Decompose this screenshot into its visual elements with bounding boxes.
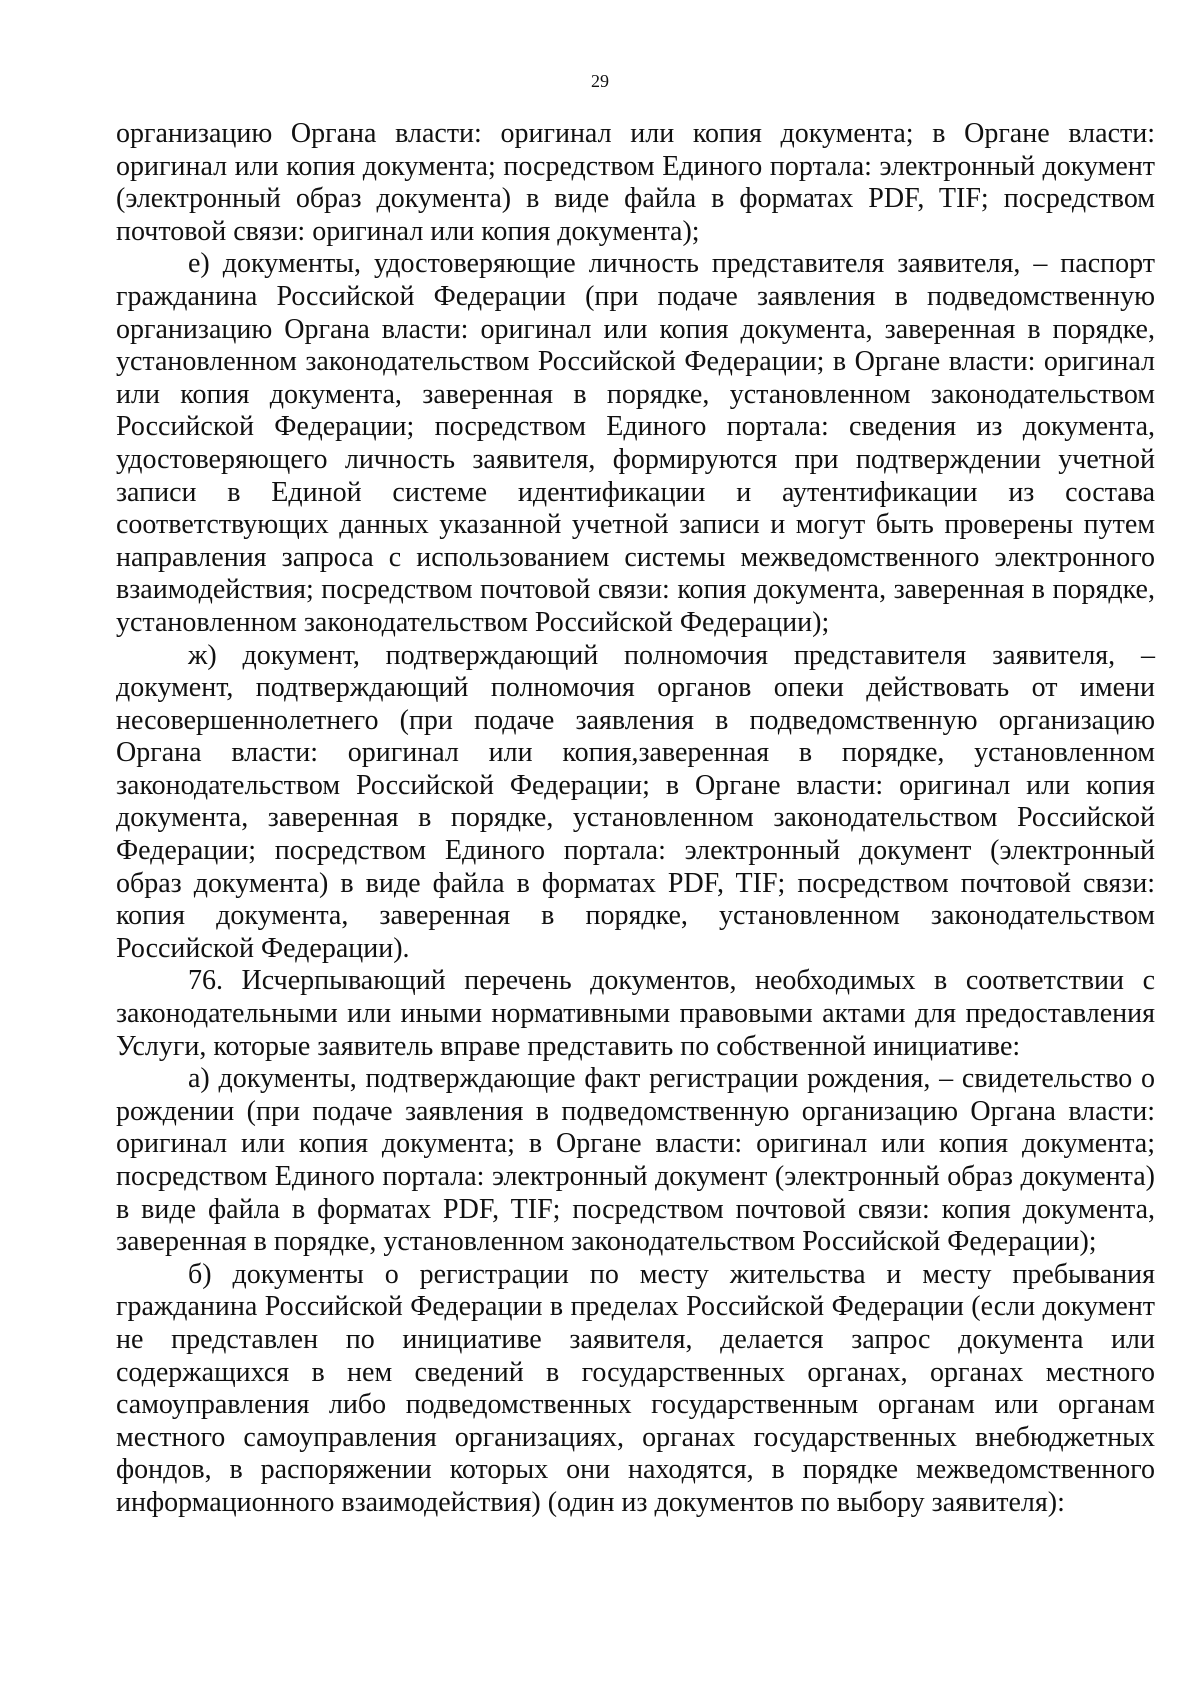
- paragraph-item-zh: ж) документ, подтверждающий полномочия представителя заявителя, – документ, подтверждающий полномочия органов опеки действовать от имени несовершеннолетнего (при подаче заявления в подведомственную организацию Органа власти: оригинал или копия,заверенная в порядке, установленном законодательством Российской Федерации; в Органе власти: оригинал или копия документа, заверенная в порядке, установленном законодательством Российской Федерации; посредством Единого портала: электронный документ (электронный образ документа) в виде файла в форматах PDF, TIF; посредством почтовой связи: копия документа, заверенная в порядке, установленном законодательством Российской Федерации).: [116, 639, 1155, 964]
- paragraph-item-a: а) документы, подтверждающие факт регистрации рождения, – свидетельство о рождении (при подаче заявления в подведомственную организацию Органа власти: оригинал или копия документа; в Органе власти: оригинал или копия документа; посредством Единого портала: электронный документ (электронный образ документа) в виде файла в форматах PDF, TIF; посредством почтовой связи: копия документа, заверенная в порядке, установленном законодательством Российской Федерации);: [116, 1063, 1155, 1258]
- paragraph-continuation: организацию Органа власти: оригинал или копия документа; в Органе власти: оригинал или копия документа; посредством Единого портала: электронный документ (электронный образ документа) в виде файла в форматах PDF, TIF; посредством почтовой связи: оригинал или копия документа);: [116, 118, 1155, 247]
- page-number: 29: [591, 71, 609, 91]
- paragraph-clause-76: 76. Исчерпывающий перечень документов, необходимых в соответствии с законодательными или иными нормативными правовыми актами для предоставления Услуги, которые заявитель вправе представить по собственной инициативе:: [116, 965, 1155, 1062]
- paragraph-item-e: е) документы, удостоверяющие личность представителя заявителя, – паспорт гражданина Российской Федерации (при подаче заявления в подведомственную организацию Органа власти: оригинал или копия документа, заверенная в порядке, установленном законодательством Российской Федерации; в Органе власти: оригинал или копия документа, заверенная в порядке, установленном законодательством Российской Федерации; посредством Единого портала: сведения из документа, удостоверяющего личность заявителя, формируются при подтверждении учетной записи в Единой системе идентификации и аутентификации из состава соответствующих данных указанной учетной записи и могут быть проверены путем направления запроса с использованием системы межведомственного электронного взаимодействия; посредством почтовой связи: копия документа, заверенная в порядке, установленном законодательством Российской Федерации);: [116, 248, 1155, 638]
- paragraph-item-b: б) документы о регистрации по месту жительства и месту пребывания гражданина Российской Федерации в пределах Российской Федерации (если документ не представлен по инициативе заявителя, делается запрос документа или содержащихся в нем сведений в государственных органах, органах местного самоуправления либо подведомственных государственным органам или органам местного самоуправления организациях, органах государственных внебюджетных фондов, в распоряжении которых они находятся, в порядке межведомственного информационного взаимодействия) (один из документов по выбору заявителя):: [116, 1258, 1155, 1518]
- document-body: [116, 118, 1155, 1520]
